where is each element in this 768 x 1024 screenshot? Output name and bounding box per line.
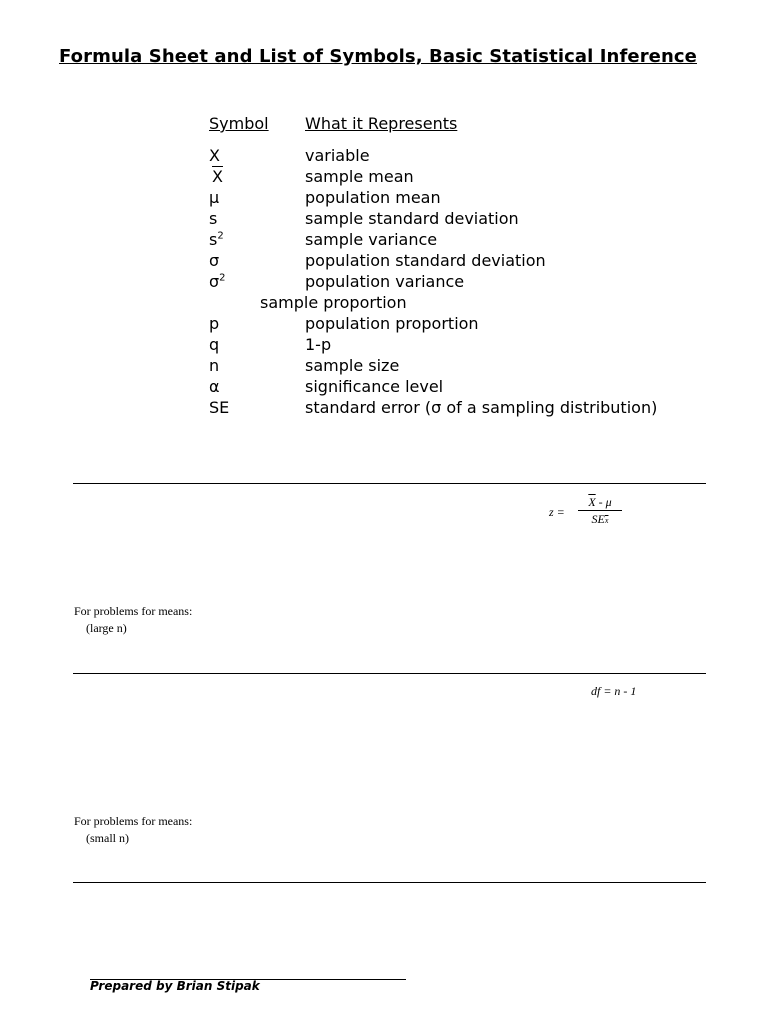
symbol-superscript: 2 xyxy=(217,230,224,242)
footer-credit: Prepared by Brian Stipak xyxy=(90,979,260,993)
symbol-description: sample mean xyxy=(305,167,414,186)
symbol: p xyxy=(209,314,220,333)
symbol: μ xyxy=(209,188,220,207)
symbol-description: standard error (σ of a sampling distribution) xyxy=(305,398,658,417)
z-formula-fraction xyxy=(578,495,622,527)
symbol-description: 1-p xyxy=(305,335,332,354)
symbol: q xyxy=(209,335,220,354)
header-description: What it Represents xyxy=(305,114,458,133)
df-formula: df = n - 1 xyxy=(591,684,637,698)
z-formula-minus-mu: - μ xyxy=(595,495,612,509)
symbol: SE xyxy=(209,398,230,417)
section-divider xyxy=(73,483,706,484)
symbol-description: population standard deviation xyxy=(305,251,546,270)
note-line: (large n) xyxy=(86,621,127,635)
section-divider xyxy=(73,673,706,674)
symbol-description: significance level xyxy=(305,377,444,396)
z-formula-lhs: z = xyxy=(549,505,565,519)
symbol xyxy=(209,272,226,291)
symbol: X xyxy=(209,146,220,165)
z-formula-xbar: $\overline{X}$ xyxy=(588,495,596,509)
symbol-description: variable xyxy=(305,146,370,165)
symbol-description: sample standard deviation xyxy=(305,209,519,228)
symbol-description: sample size xyxy=(305,356,400,375)
symbol-base: s xyxy=(209,230,218,249)
symbol xyxy=(209,230,224,249)
z-formula-numerator xyxy=(578,495,622,511)
z-formula-denominator xyxy=(578,511,622,527)
note-line: For problems for means: xyxy=(74,604,193,618)
symbol-description: sample variance xyxy=(305,230,438,249)
symbol-base: σ xyxy=(209,272,220,291)
note-line: For problems for means: xyxy=(74,814,193,828)
header-symbol: Symbol xyxy=(209,114,269,133)
z-formula-se-subscript: $\overline{x}$ xyxy=(604,516,609,525)
note-small-n xyxy=(74,813,192,847)
symbol-xbar: $\overline{X}$ xyxy=(212,167,223,186)
note-large-n xyxy=(74,603,192,637)
section-divider xyxy=(73,882,706,883)
symbol: α xyxy=(209,377,220,396)
note-line: (small n) xyxy=(86,831,129,845)
z-formula-se: SE xyxy=(591,512,605,526)
page-title: Formula Sheet and List of Symbols, Basic Statistical Inference xyxy=(59,46,697,67)
symbol-description: population proportion xyxy=(305,314,479,333)
symbol-description: sample proportion xyxy=(260,293,407,312)
symbol: n xyxy=(209,356,220,375)
symbol-description: population variance xyxy=(305,272,465,291)
symbol-superscript: 2 xyxy=(219,272,226,284)
symbol: s xyxy=(209,209,218,228)
symbol-description: population mean xyxy=(305,188,441,207)
symbol: σ xyxy=(209,251,220,270)
